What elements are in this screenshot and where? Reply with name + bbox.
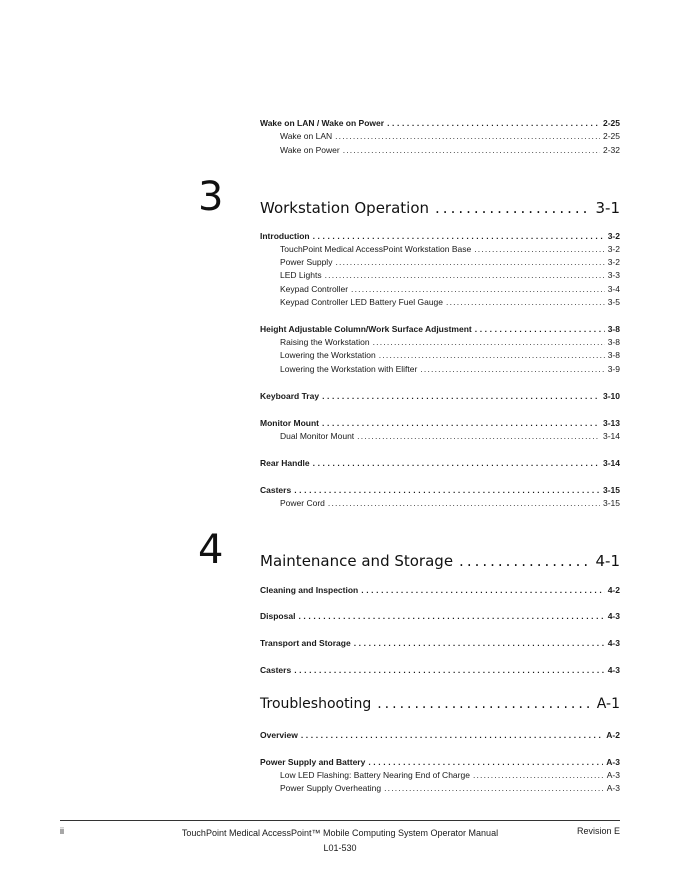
toc-entry-overview[interactable] [260, 730, 620, 740]
toc-entry-label: TouchPoint Medical AccessPoint Workstation Base [280, 244, 472, 254]
toc-page-number: 4-1 [595, 552, 620, 570]
toc-subentry-dual-monitor[interactable] [280, 431, 620, 441]
toc-leader-dots [335, 257, 604, 267]
toc-entry-label: Power Cord [280, 498, 325, 508]
toc-leader-dots [459, 552, 589, 570]
toc-page-number: 4-3 [607, 638, 620, 648]
toc-leader-dots [328, 498, 600, 508]
toc-leader-dots [420, 364, 604, 374]
toc-entry-label: Wake on LAN / Wake on Power [260, 118, 385, 128]
toc-page-number: 3-5 [607, 297, 620, 307]
toc-leader-dots [373, 337, 605, 347]
toc-subentry-lowering[interactable] [280, 350, 620, 360]
toc-entry-power-supply-battery[interactable] [260, 757, 620, 767]
toc-page-number: 3-15 [602, 485, 620, 495]
toc-leader-dots [294, 485, 600, 495]
toc-page-number: A-3 [606, 770, 620, 780]
toc-page-number: 2-25 [602, 118, 620, 128]
toc-leader-dots [322, 418, 600, 428]
toc-entry-monitor-mount[interactable] [260, 418, 620, 428]
toc-subentry-wake-on-lan[interactable] [280, 131, 620, 141]
toc-subentry-led-lights[interactable] [280, 270, 620, 280]
toc-leader-dots [357, 431, 600, 441]
footer-manual-info [160, 826, 520, 856]
toc-leader-dots [335, 131, 600, 141]
toc-entry-wake-on-lan-power[interactable] [260, 118, 620, 128]
footer-revision: Revision E [576, 826, 620, 836]
toc-entry-label: Low LED Flashing: Battery Nearing End of Charge [280, 770, 470, 780]
toc-chapter-workstation-operation[interactable] [260, 199, 620, 217]
toc-page-number: 3-2 [607, 231, 620, 241]
toc-leader-dots [474, 244, 605, 254]
toc-entry-label: Introduction [260, 231, 310, 241]
toc-page-number: 3-14 [602, 431, 620, 441]
toc-entry-label: LED Lights [280, 270, 322, 280]
chapter-number-3: 3 [198, 174, 224, 220]
toc-entry-label: Power Supply Overheating [280, 783, 382, 793]
toc-page-number: 3-2 [607, 244, 620, 254]
toc-entry-transport[interactable] [260, 638, 620, 648]
toc-entry-label: Raising the Workstation [280, 337, 370, 347]
toc-page-number: 4-2 [607, 585, 620, 595]
chapter-title: Workstation Operation [260, 199, 430, 217]
toc-leader-dots [313, 231, 605, 241]
footer-rule [60, 820, 620, 821]
toc-page-number: 2-32 [602, 145, 620, 155]
footer-manual-title: TouchPoint Medical AccessPoint™ Mobile Computing System Operator Manual [181, 828, 499, 838]
toc-page-number: 3-3 [607, 270, 620, 280]
toc-page-number: 4-3 [607, 665, 620, 675]
toc-page-number: A-3 [606, 783, 620, 793]
toc-entry-label: Transport and Storage [260, 638, 351, 648]
toc-entry-label: Keypad Controller LED Battery Fuel Gauge [280, 297, 444, 307]
toc-subentry-wake-on-power[interactable] [280, 145, 620, 155]
toc-subentry-overheating[interactable] [280, 783, 620, 793]
toc-subentry-raising[interactable] [280, 337, 620, 347]
toc-entry-height-adjustable[interactable] [260, 324, 620, 334]
toc-entry-label: Rear Handle [260, 458, 310, 468]
toc-page-number: 3-13 [602, 418, 620, 428]
toc-subentry-fuel-gauge[interactable] [280, 297, 620, 307]
toc-leader-dots [343, 145, 600, 155]
toc-entry-casters[interactable] [260, 485, 620, 495]
toc-leader-dots [435, 199, 589, 217]
toc-leader-dots [351, 284, 605, 294]
toc-leader-dots [322, 391, 600, 401]
toc-leader-dots [379, 350, 605, 360]
toc-subentry-low-led[interactable] [280, 770, 620, 780]
toc-page-number: 3-8 [607, 324, 620, 334]
toc-leader-dots [298, 611, 604, 621]
toc-entry-label: Keypad Controller [280, 284, 349, 294]
toc-entry-label: Power Supply and Battery [260, 757, 366, 767]
toc-subentry-lowering-elifter[interactable] [280, 364, 620, 374]
toc-leader-dots [313, 458, 600, 468]
toc-subentry-power-cord[interactable] [280, 498, 620, 508]
toc-entry-disposal[interactable] [260, 611, 620, 621]
toc-leader-dots [368, 757, 603, 767]
toc-leader-dots [301, 730, 603, 740]
toc-entry-label: Wake on Power [280, 145, 340, 155]
toc-leader-dots [294, 665, 605, 675]
toc-page-number: 3-4 [607, 284, 620, 294]
toc-entry-label: Power Supply [280, 257, 333, 267]
toc-subentry-keypad-controller[interactable] [280, 284, 620, 294]
chapter-title: Troubleshooting [260, 696, 372, 712]
toc-leader-dots [473, 770, 604, 780]
toc-entry-cleaning[interactable] [260, 585, 620, 595]
toc-entry-label: Overview [260, 730, 298, 740]
chapter-title: Maintenance and Storage [260, 552, 454, 570]
toc-page-number: 3-9 [607, 364, 620, 374]
toc-page-number: 3-1 [595, 199, 620, 217]
toc-page-number: A-1 [596, 696, 620, 712]
toc-entry-introduction[interactable] [260, 231, 620, 241]
toc-page-number: 3-8 [607, 350, 620, 360]
toc-entry-label: Casters [260, 485, 292, 495]
toc-leader-dots [384, 783, 604, 793]
chapter-number-4: 4 [198, 527, 224, 573]
toc-entry-label: Casters [260, 665, 292, 675]
toc-entry-label: Disposal [260, 611, 296, 621]
toc-entry-label: Cleaning and Inspection [260, 585, 359, 595]
toc-entry-casters-4[interactable] [260, 665, 620, 675]
toc-page-number: A-2 [606, 730, 620, 740]
toc-leader-dots [446, 297, 605, 307]
footer-page-number: ii [60, 826, 64, 836]
toc-entry-label: Dual Monitor Mount [280, 431, 355, 441]
toc-page-number: 3-10 [602, 391, 620, 401]
toc-leader-dots [361, 585, 604, 595]
toc-entry-label: Wake on LAN [280, 131, 333, 141]
toc-subentry-workstation-base[interactable] [280, 244, 620, 254]
toc-page-number: 3-8 [607, 337, 620, 347]
toc-entry-label: Keyboard Tray [260, 391, 320, 401]
toc-entry-rear-handle[interactable] [260, 458, 620, 468]
footer-doc-number: L01-530 [323, 843, 357, 853]
toc-leader-dots [325, 270, 605, 280]
toc-page-number: 4-3 [607, 611, 620, 621]
toc-entry-label: Monitor Mount [260, 418, 320, 428]
toc-page-number: A-3 [606, 757, 620, 767]
toc-page-number: 3-14 [602, 458, 620, 468]
toc-entry-label: Height Adjustable Column/Work Surface Adjustment [260, 324, 472, 334]
toc-page-number: 2-25 [602, 131, 620, 141]
toc-leader-dots [377, 696, 591, 712]
toc-chapter-maintenance-storage[interactable] [260, 552, 620, 570]
toc-page-number: 3-2 [607, 257, 620, 267]
toc-page-number: 3-15 [602, 498, 620, 508]
toc-leader-dots [475, 324, 605, 334]
toc-entry-label: Lowering the Workstation with Elifter [280, 364, 418, 374]
toc-leader-dots [387, 118, 600, 128]
toc-subentry-power-supply[interactable] [280, 257, 620, 267]
toc-entry-keyboard-tray[interactable] [260, 391, 620, 401]
toc-chapter-troubleshooting[interactable] [260, 696, 620, 712]
toc-entry-label: Lowering the Workstation [280, 350, 376, 360]
toc-leader-dots [354, 638, 605, 648]
